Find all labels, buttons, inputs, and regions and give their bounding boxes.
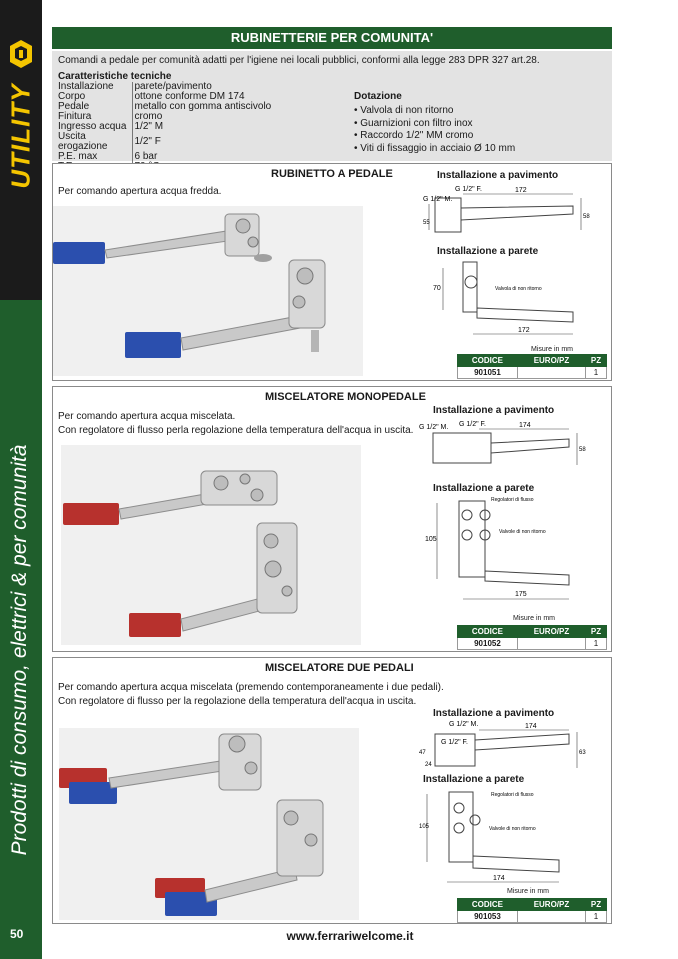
- product-photo: [61, 445, 361, 645]
- dim-label: G 1/2" M.: [423, 196, 453, 203]
- footer-url-link[interactable]: www.ferrariwelcome.it: [286, 929, 414, 943]
- code-table: [457, 898, 607, 923]
- specs-title: Caratteristiche tecniche: [58, 71, 172, 82]
- dim-label: 172: [515, 187, 527, 194]
- install-wall-label: Installazione a parete: [437, 246, 539, 257]
- tech-drawing-wall: [423, 260, 593, 346]
- cell-code: 901053: [458, 911, 518, 923]
- dim-label: Regolatori di flusso: [491, 792, 534, 798]
- product-title: RUBINETTO A PEDALE: [271, 168, 393, 180]
- cell-pz: 1: [586, 638, 607, 650]
- tech-drawing-wall: [419, 495, 593, 613]
- dim-label: Valvola di non ritorno: [495, 286, 542, 292]
- spec-value: ottone conforme DM 174: [132, 92, 271, 102]
- product-description: Per comando apertura acqua miscelata.: [58, 411, 236, 422]
- dotazione-item: • Valvola di non ritorno: [354, 105, 454, 116]
- col-pz: PZ: [586, 626, 607, 638]
- col-codice: CODICE: [458, 626, 518, 638]
- spec-key: Corpo: [58, 91, 86, 102]
- product-title: MISCELATORE DUE PEDALI: [265, 662, 414, 674]
- dim-label: 174: [493, 875, 505, 882]
- code-table: [457, 354, 607, 379]
- install-wall-label: Installazione a parete: [433, 483, 535, 494]
- specs-table: [58, 82, 271, 172]
- pedal-shape: [129, 613, 181, 637]
- spec-key: Pedale: [58, 101, 90, 112]
- dim-label: G 1/2" F.: [455, 186, 482, 193]
- col-codice: CODICE: [458, 355, 518, 367]
- table-row: [458, 638, 607, 650]
- product-section-monopedale: [52, 386, 612, 652]
- intro-box: [52, 51, 612, 161]
- table-row: [458, 911, 607, 923]
- col-euro: EURO/PZ: [517, 899, 585, 911]
- dim-label: 172: [518, 327, 530, 334]
- cell-code: 901052: [458, 638, 518, 650]
- dotazione-item: • Viti di fissaggio in acciaio Ø 10 mm: [354, 142, 516, 154]
- dotazione-box: [354, 91, 515, 155]
- brand-icon: [6, 36, 36, 70]
- spec-value: parete/pavimento: [132, 82, 271, 92]
- sidebar-band: [0, 0, 42, 959]
- product-description: Per comando apertura acqua fredda.: [58, 186, 222, 197]
- tech-drawing-wall: [419, 786, 593, 892]
- tech-drawing-floor: [419, 718, 593, 776]
- dim-label: 47: [419, 750, 426, 756]
- col-euro: EURO/PZ: [517, 626, 585, 638]
- product-description: Per comando apertura acqua miscelata (premendo contemporaneamente i due pedali).: [58, 682, 444, 693]
- pedal-shape: [69, 782, 117, 804]
- pedal-shape: [63, 503, 119, 525]
- install-floor-label: Installazione a pavimento: [437, 170, 559, 181]
- dim-label: G 1/2" M.: [419, 424, 449, 431]
- product-title: MISCELATORE MONOPEDALE: [265, 391, 426, 403]
- product-description-2: Con regolatore di flusso perla regolazione della temperatura dell'acqua in uscita.: [58, 425, 414, 436]
- spec-row: [58, 132, 271, 152]
- tech-drawing-floor: [419, 419, 593, 471]
- spec-key: Finitura: [58, 111, 92, 122]
- col-codice: CODICE: [458, 899, 518, 911]
- dim-label: 175: [515, 591, 527, 598]
- table-row: [458, 367, 607, 379]
- pedal-shape: [125, 332, 181, 358]
- install-floor-label: Installazione a pavimento: [433, 405, 555, 416]
- product-section-rubinetto: [52, 163, 612, 381]
- spec-key: Uscita erogazione: [58, 131, 108, 152]
- spec-value: 1/2" M: [132, 122, 271, 132]
- intro-description: Comandi a pedale per comunità adatti per l'igiene nei locali pubblici, conformi alla legge 283 DPR 327 art.28.: [58, 55, 540, 66]
- code-table: [457, 625, 607, 650]
- spec-value: metallo con gomma antiscivolo: [132, 102, 271, 112]
- dim-label: 105: [419, 824, 430, 830]
- measures-note: Misure in mm: [513, 615, 556, 622]
- measures-note: Misure in mm: [531, 346, 574, 353]
- cell-code: 901051: [458, 367, 518, 379]
- cell-euro: [517, 367, 585, 379]
- product-section-due-pedali: [52, 657, 612, 924]
- page-title: RUBINETTERIE PER COMUNITA': [52, 27, 612, 49]
- dim-label: 24: [425, 762, 432, 768]
- tech-drawing-floor: [423, 184, 593, 244]
- col-pz: PZ: [586, 899, 607, 911]
- cell-euro: [517, 911, 585, 923]
- install-wall-label: Installazione a parete: [423, 774, 525, 785]
- dim-label: 55: [423, 220, 430, 226]
- spec-value: 1/2" F: [132, 132, 271, 152]
- product-photo: [59, 728, 359, 920]
- product-photo: [53, 206, 363, 376]
- dim-label: 70: [433, 285, 441, 292]
- measures-note: Misure in mm: [507, 888, 550, 895]
- cell-pz: 1: [586, 367, 607, 379]
- install-floor-label: Installazione a pavimento: [433, 708, 555, 719]
- col-euro: EURO/PZ: [517, 355, 585, 367]
- cell-pz: 1: [586, 911, 607, 923]
- dim-label: Valvole di non ritorno: [489, 826, 536, 832]
- dim-label: 174: [519, 422, 531, 429]
- dotazione-item: • Raccordo 1/2" MM cromo: [354, 130, 474, 141]
- dotazione-item: • Guarnizioni con filtro inox: [354, 117, 473, 129]
- pedal-shape: [53, 242, 105, 264]
- sidebar-utility-label: UTILITY: [5, 83, 36, 189]
- dim-label: G 1/2" F.: [441, 739, 468, 746]
- spec-value: cromo: [132, 112, 271, 122]
- dim-label: G 1/2" F.: [459, 421, 486, 428]
- dim-label: 58: [579, 447, 586, 453]
- spec-value: 6 bar: [132, 152, 271, 162]
- spec-key: P.E. max: [58, 151, 98, 162]
- col-pz: PZ: [586, 355, 607, 367]
- spec-row: [58, 122, 271, 132]
- cell-euro: [517, 638, 585, 650]
- sidebar-category-label: Prodotti di consumo, elettrici & per comunità: [8, 444, 31, 856]
- spec-key: Installazione: [58, 81, 114, 92]
- dim-label: Regolatori di flusso: [491, 497, 534, 503]
- product-description-2: Con regolatore di flusso per la regolazione della temperatura dell'acqua in uscita.: [58, 696, 417, 707]
- dim-label: Valvole di non ritorno: [499, 529, 546, 535]
- dim-label: G 1/2" M.: [449, 721, 479, 728]
- dim-label: 58: [583, 214, 590, 220]
- dim-label: 63: [579, 750, 586, 756]
- dim-label: 105: [425, 536, 437, 543]
- spec-key: Ingresso acqua: [58, 121, 127, 132]
- dim-label: 174: [525, 723, 537, 730]
- page-number: 50: [10, 927, 24, 941]
- dotazione-title: Dotazione: [354, 91, 402, 102]
